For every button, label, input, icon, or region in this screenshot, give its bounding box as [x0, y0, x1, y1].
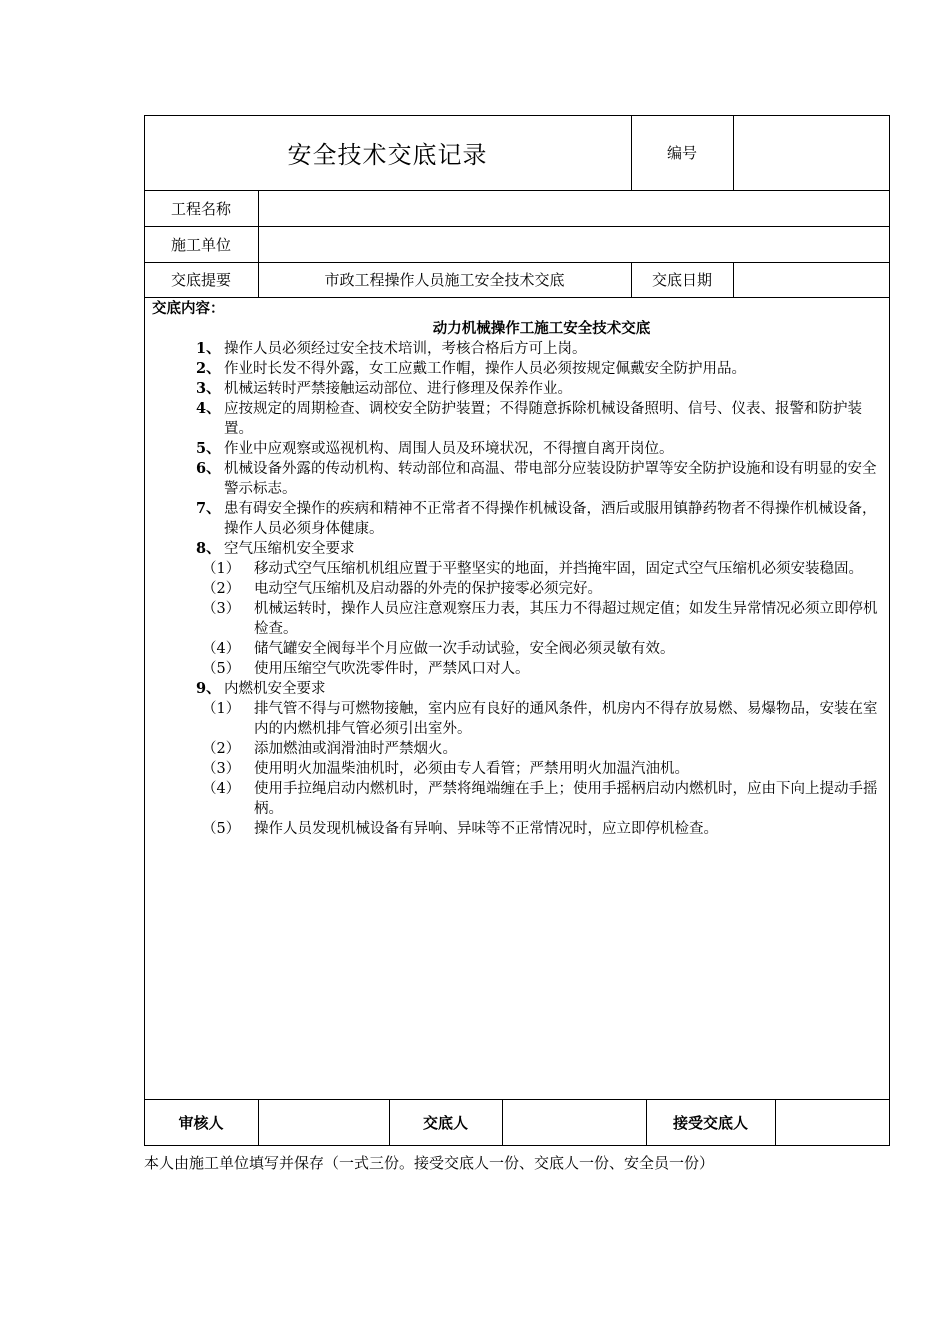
sub-item-number: （4） [202, 641, 241, 657]
number-field[interactable] [733, 115, 890, 190]
item-number: 2、 [196, 360, 221, 377]
sub-item-text: 使用明火加温柴油机时，必须由专人看管；严禁用明火加温汽油机。 [254, 761, 689, 777]
sub-item-number: （2） [202, 741, 241, 757]
discloser-label: 交底人 [422, 1114, 468, 1132]
item-number: 3、 [196, 380, 221, 397]
sub-item-text: 排气管不得与可燃物接触，室内应有良好的通风条件，机房内不得存放易燃、易爆物品，安装在室内的内燃机排气管必须引出室外。 [254, 701, 878, 737]
item-text: 空气压缩机安全要求 [224, 541, 355, 557]
sub-item-number: （5） [202, 821, 241, 837]
summary-label: 交底提要 [170, 271, 231, 289]
sub-item-text: 使用压缩空气吹洗零件时，严禁风口对人。 [254, 661, 530, 677]
project-name-label: 工程名称 [170, 199, 231, 218]
project-name-field[interactable] [258, 190, 890, 226]
content-heading: 动力机械操作工施工安全技术交底 [432, 320, 651, 337]
sub-item [152, 699, 887, 739]
sub-item-number: （5） [202, 661, 241, 677]
list-item [152, 359, 887, 379]
sub-item-number: （2） [202, 581, 241, 597]
item-text: 操作人员必须经过安全技术培训，考核合格后方可上岗。 [224, 341, 587, 357]
sub-item [152, 779, 887, 819]
item-text: 患有碍安全操作的疾病和精神不正常者不得操作机械设备，酒后或服用镇静药物者不得操作机械设备，操作人员必须身体健康。 [224, 501, 877, 537]
row-divider [144, 297, 890, 298]
sub-item [152, 579, 887, 599]
item-number: 9、 [196, 680, 221, 697]
sub-item [152, 759, 887, 779]
discloser-field[interactable] [502, 1099, 646, 1146]
date-field[interactable] [733, 262, 890, 297]
item-text: 作业中应观察或巡视机构、周围人员及环境状况，不得擅自离开岗位。 [224, 441, 674, 457]
sub-item-text: 储气罐安全阀每半个月应做一次手动试验，安全阀必须灵敏有效。 [254, 641, 675, 657]
summary-value: 市政工程操作人员施工安全技术交底 [324, 271, 565, 289]
reviewer-label: 审核人 [178, 1114, 224, 1132]
item-text: 应按规定的周期检查、调校安全防护装置；不得随意拆除机械设备照明、信号、仪表、报警和防护装置。 [224, 401, 862, 437]
sub-item-text: 电动空气压缩机及启动器的外壳的保护接零必须完好。 [254, 581, 602, 597]
sub-item [152, 659, 887, 679]
item-number: 5、 [196, 440, 221, 457]
sub-item [152, 639, 887, 659]
disclosure-content [152, 299, 887, 839]
list-item [152, 499, 887, 539]
item-number: 7、 [196, 500, 221, 517]
number-label: 编号 [666, 144, 697, 162]
sub-item-number: （1） [202, 701, 241, 717]
list-item [152, 399, 887, 439]
sub-item [152, 739, 887, 759]
sub-item-text: 移动式空气压缩机机组应置于平整坚实的地面，并挡掩牢固，固定式空气压缩机必须安装稳固。 [254, 561, 863, 577]
footer-note: 本人由施工单位填写并保存（一式三份。接受交底人一份、交底人一份、安全员一份） [144, 1154, 715, 1172]
item-text: 机械运转时严禁接触运动部位、进行修理及保养作业。 [224, 381, 572, 397]
receiver-label: 接受交底人 [672, 1114, 748, 1132]
sub-item-text: 操作人员发现机械设备有异响、异味等不正常情况时，应立即停机检查。 [254, 821, 718, 837]
item-number: 8、 [196, 540, 221, 557]
sub-item [152, 559, 887, 579]
construction-unit-label: 施工单位 [170, 235, 231, 254]
item-number: 1、 [196, 340, 221, 357]
receiver-field[interactable] [775, 1099, 890, 1146]
sub-item-text: 机械运转时，操作人员应注意观察压力表，其压力不得超过规定值；如发生异常情况必须立即停机检查。 [254, 601, 878, 637]
sub-item [152, 599, 887, 639]
date-label: 交底日期 [651, 271, 712, 289]
list-item [152, 339, 887, 359]
list-item [152, 679, 887, 699]
sub-item-number: （3） [202, 761, 241, 777]
sub-item-number: （4） [202, 781, 241, 797]
sub-item-number: （3） [202, 601, 241, 617]
item-text: 机械设备外露的传动机构、转动部位和高温、带电部分应装设防护罩等安全防护设施和设有明显的安全警示标志。 [224, 461, 877, 497]
content-label: 交底内容： [152, 300, 225, 317]
reviewer-field[interactable] [258, 1099, 389, 1146]
item-number: 4、 [196, 400, 221, 417]
sub-item-text: 添加燃油或润滑油时严禁烟火。 [254, 741, 457, 757]
sub-item-text: 使用手拉绳启动内燃机时，严禁将绳端缠在手上；使用手摇柄启动内燃机时，应由下向上提动手摇柄。 [254, 781, 878, 817]
form-title: 安全技术交底记录 [287, 141, 488, 169]
sub-item [152, 819, 887, 839]
sub-item-number: （1） [202, 561, 241, 577]
item-text: 内燃机安全要求 [224, 681, 326, 697]
list-item [152, 539, 887, 559]
list-item [152, 459, 887, 499]
item-text: 作业时长发不得外露，女工应戴工作帽，操作人员必须按规定佩戴安全防护用品。 [224, 361, 746, 377]
item-number: 6、 [196, 460, 221, 477]
list-item [152, 379, 887, 399]
list-item [152, 439, 887, 459]
construction-unit-field[interactable] [258, 226, 890, 262]
